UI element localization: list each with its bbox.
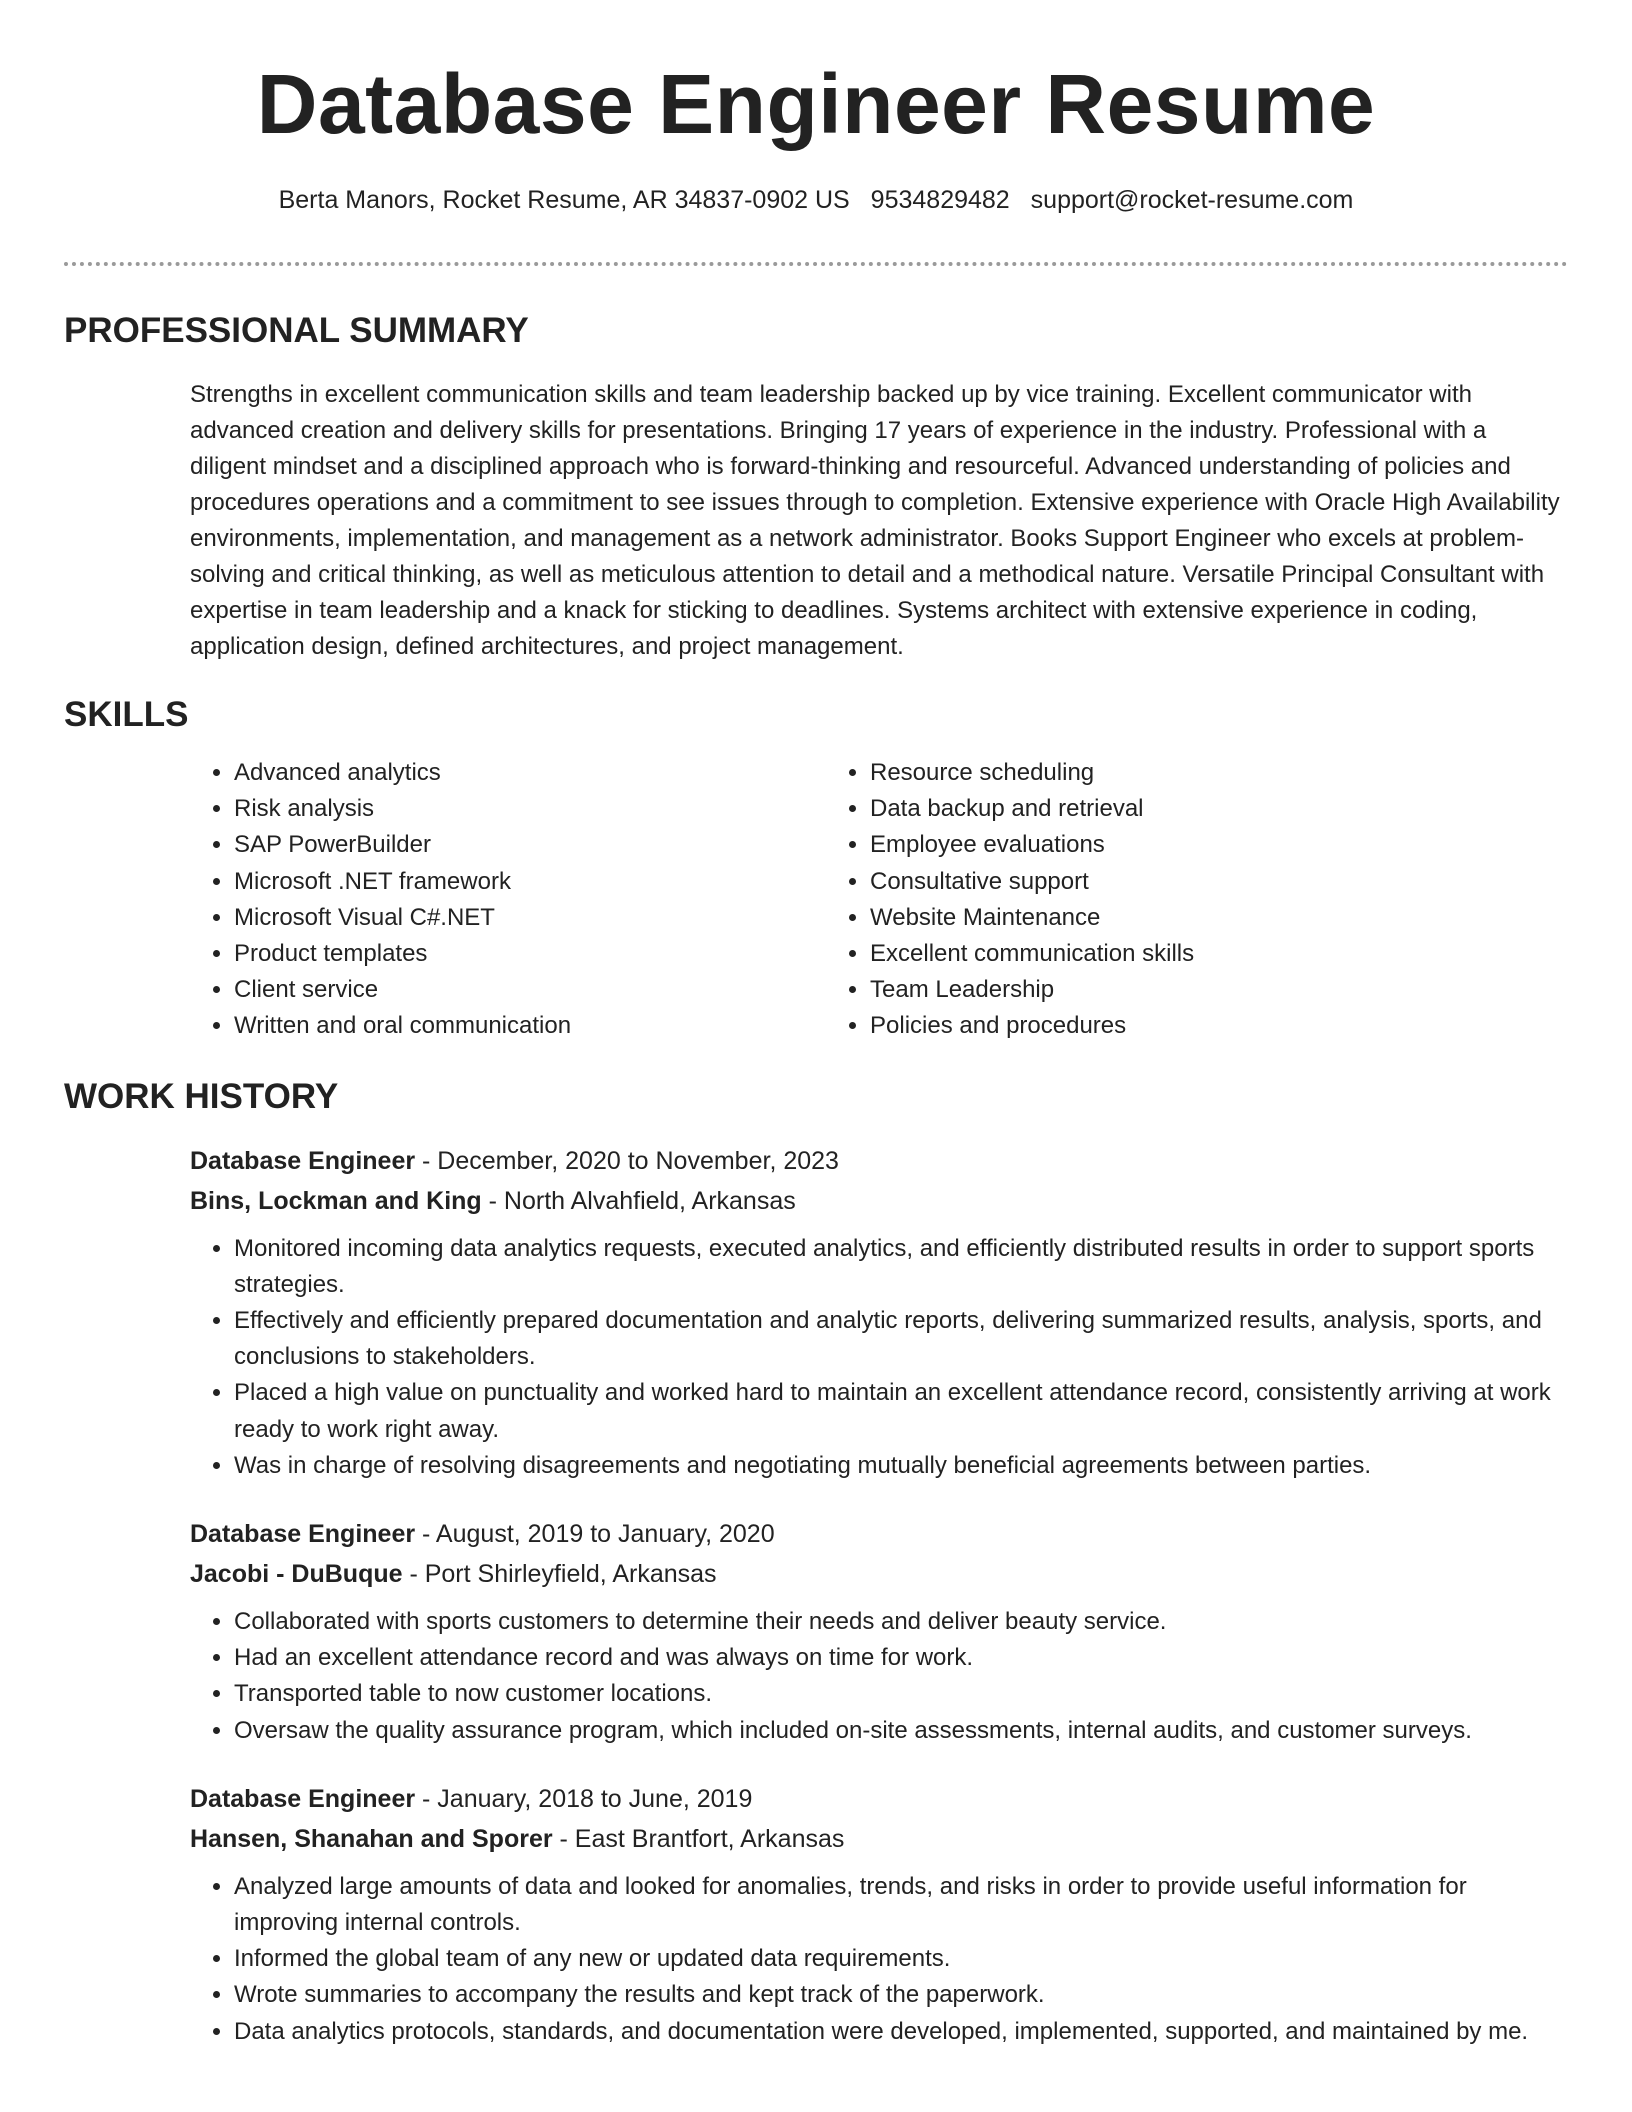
- job-company: Jacobi - DuBuque: [190, 1560, 403, 1589]
- summary-text: Strengths in excellent communication skills and team leadership backed up by vice training. Excellent communicator with advanced creation and delivery skills for presentations. Bringing 17 years of experience in the industry. Professional with a diligent mindset and a disciplined approach who is forward-thinking and resourceful. Advanced understanding of policies and procedures operations and a commitment to see issues through to completion. Extensive experience with Oracle High Availability environments, implementation, and management as a network administrator. Books Support Engineer who excels at problem-solving and critical thinking, as well as meticulous attention to detail and a methodical nature. Versatile Principal Consultant with expertise in team leadership and a knack for sticking to deadlines. Systems architect with extensive experience in coding, application design, defined architectures, and project management.: [190, 381, 1560, 660]
- skill-item: • Microsoft .NET framework: [234, 864, 826, 900]
- skill-item: • Consultative support: [870, 864, 1462, 900]
- job-dates: - December, 2020 to November, 2023: [415, 1146, 839, 1175]
- job-bullet: • Wrote summaries to accompany the results and kept track of the paperwork.: [234, 1977, 1568, 2013]
- job-company: Hansen, Shanahan and Sporer: [190, 1824, 553, 1853]
- job-bullets: [190, 1231, 1568, 1484]
- skill-item: • Website Maintenance: [870, 900, 1462, 936]
- header-divider: [64, 262, 1568, 266]
- job-location: - East Brantfort, Arkansas: [552, 1824, 845, 1853]
- job-bullet: • Collaborated with sports customers to determine their needs and deliver beauty service.: [234, 1604, 1568, 1640]
- job-bullet: • Placed a high value on punctuality and worked hard to maintain an excellent attendance record, consistently arriving at work ready to work right away.: [234, 1375, 1568, 1447]
- skill-item: • Employee evaluations: [870, 827, 1462, 863]
- job-role-line: [190, 1779, 1568, 1819]
- skill-item: • Policies and procedures: [870, 1008, 1462, 1044]
- job-bullet: • Oversaw the quality assurance program, which included on-site assessments, internal audits, and customer surveys.: [234, 1713, 1568, 1749]
- job-company-line: [190, 1181, 1568, 1221]
- skills-column-right: [826, 755, 1462, 1045]
- job-bullet: • Had an excellent attendance record and was always on time for work.: [234, 1640, 1568, 1676]
- job-location: - Port Shirleyfield, Arkansas: [402, 1560, 717, 1589]
- contact-phone: 9534829482: [870, 186, 1010, 214]
- skill-item: • Resource scheduling: [870, 755, 1462, 791]
- job-company: Bins, Lockman and King: [190, 1186, 482, 1215]
- job-entry: [190, 1141, 1568, 1484]
- job-dates: - August, 2019 to January, 2020: [415, 1520, 775, 1549]
- skills-list: [190, 755, 1568, 1045]
- skill-item: • Product templates: [234, 936, 826, 972]
- skill-item: • Data backup and retrieval: [870, 791, 1462, 827]
- job-role-line: [190, 1514, 1568, 1554]
- job-bullet: • Informed the global team of any new or updated data requirements.: [234, 1941, 1568, 1977]
- skills-heading: SKILLS: [64, 695, 189, 734]
- job-location: - North Alvahfield, Arkansas: [481, 1186, 796, 1215]
- job-bullets: [190, 1604, 1568, 1749]
- job-bullet: • Transported table to now customer locations.: [234, 1676, 1568, 1712]
- job-entry: [190, 1514, 1568, 1749]
- job-company-line: [190, 1819, 1568, 1859]
- skill-item: • Excellent communication skills: [870, 936, 1462, 972]
- job-bullet: • Effectively and efficiently prepared documentation and analytic reports, delivering summarized results, analysis, sports, and conclusions to stakeholders.: [234, 1303, 1568, 1375]
- job-dates: - January, 2018 to June, 2019: [415, 1784, 753, 1813]
- contact-email: support@rocket-resume.com: [1030, 186, 1354, 214]
- contact-address: Berta Manors, Rocket Resume, AR 34837-0902 US: [278, 186, 850, 214]
- job-bullet: • Analyzed large amounts of data and looked for anomalies, trends, and risks in order to provide useful information for improving internal controls.: [234, 1869, 1568, 1941]
- skill-item: • Risk analysis: [234, 791, 826, 827]
- contact-line: [64, 184, 1568, 216]
- job-bullet: • Was in charge of resolving disagreements and negotiating mutually beneficial agreements between parties.: [234, 1448, 1568, 1484]
- skill-item: • Advanced analytics: [234, 755, 826, 791]
- resume-title: Database Engineer Resume: [256, 57, 1376, 151]
- skill-item: • Team Leadership: [870, 972, 1462, 1008]
- job-bullet: • Data analytics protocols, standards, and documentation were developed, implemented, supported, and maintained by me.: [234, 2014, 1568, 2050]
- job-bullet: • Monitored incoming data analytics requests, executed analytics, and efficiently distributed results in order to support sports strategies.: [234, 1231, 1568, 1303]
- job-role: Database Engineer: [190, 1146, 416, 1175]
- job-entry: [190, 1779, 1568, 2050]
- skill-item: • Client service: [234, 972, 826, 1008]
- work-history-heading: WORK HISTORY: [64, 1076, 339, 1116]
- job-role: Database Engineer: [190, 1520, 416, 1549]
- summary-heading: PROFESSIONAL SUMMARY: [64, 311, 529, 350]
- skill-item: • SAP PowerBuilder: [234, 827, 826, 863]
- job-company-line: [190, 1554, 1568, 1594]
- job-role-line: [190, 1141, 1568, 1181]
- job-bullets: [190, 1869, 1568, 2050]
- job-role: Database Engineer: [190, 1784, 416, 1813]
- skills-column-left: [190, 755, 826, 1045]
- skill-item: • Microsoft Visual C#.NET: [234, 900, 826, 936]
- skill-item: • Written and oral communication: [234, 1008, 826, 1044]
